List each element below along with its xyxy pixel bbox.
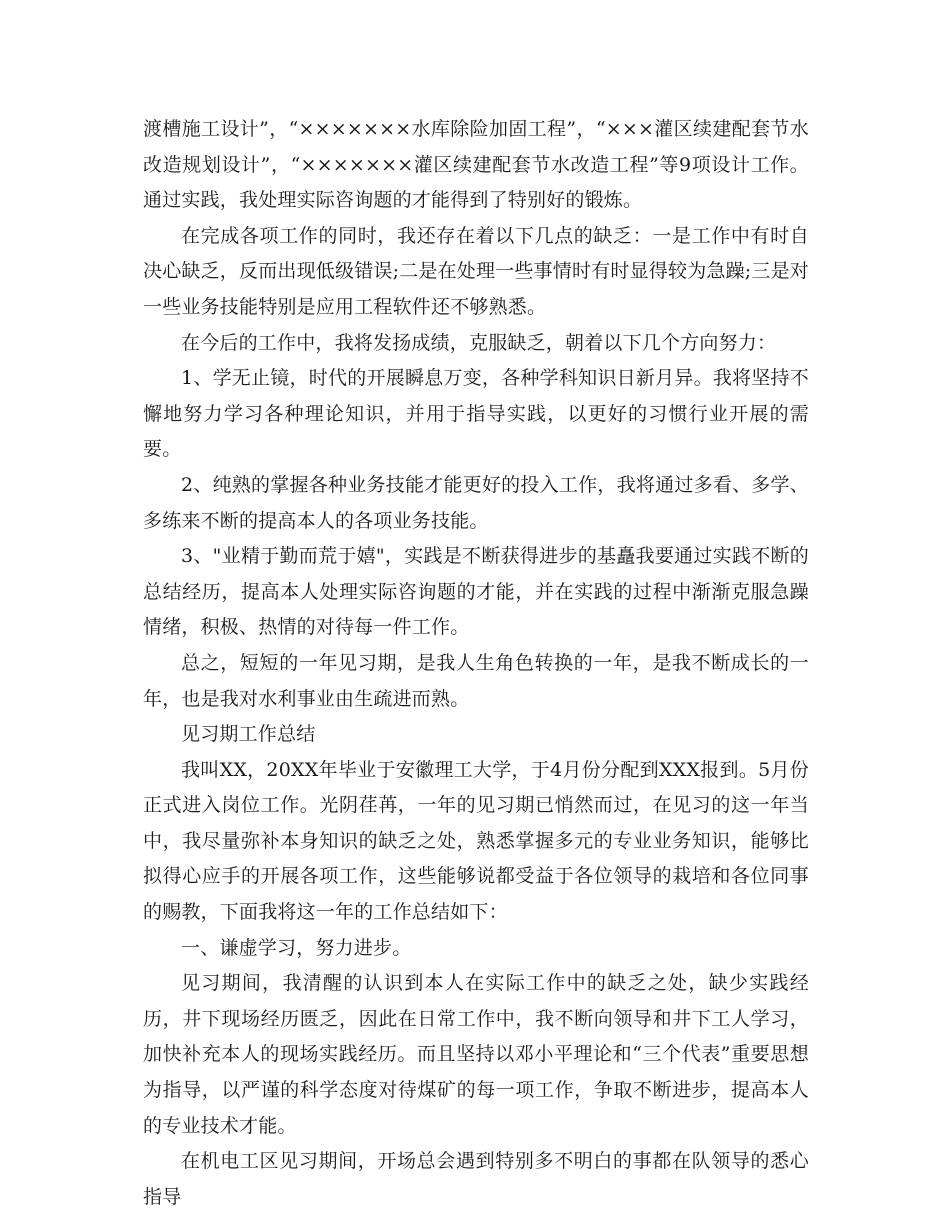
paragraph-continued-design-work: 渡槽施工设计”，“×××××××水库除险加固工程”，“×××灌区续建配套节水改造规划设计”，“×××××××灌区续建配套节水改造工程”等9项设计工作。通过实践，我处理实际咨询题的才能得到了特别好的锻炼。 [143, 118, 809, 212]
paragraph-future-direction: 在今后的工作中，我将发扬成绩，克服缺乏，朝着以下几个方向努力： [181, 331, 777, 354]
document-body [143, 112, 809, 1215]
section-title: 见习期工作总结 [181, 723, 316, 746]
paragraph-electromechanical: 在机电工区见习期间，开场总会遇到特别多不明白的事都在队领导的悉心指导 [143, 1150, 809, 1208]
paragraph-goal-2: 2、纯熟的掌握各种业务技能才能更好的投入工作，我将通过多看、多学、多练来不断的提高本人的各项业务技能。 [143, 473, 809, 532]
section-heading-1: 一、谦虚学习，努力进步。 [181, 936, 412, 959]
paragraph-shortcomings: 在完成各项工作的同时，我还存在着以下几点的缺乏：一是工作中有时自决心缺乏，反而出现低级错误;二是在处理一些事情时有时显得较为急躁;三是对一些业务技能特别是应用工程软件还不够熟悉。 [143, 224, 810, 318]
paragraph-goal-3: 3、"业精于勤而荒于嬉"，实践是不断获得进步的基矗我要通过实践不断的总结经历，提高本人处理实际咨询题的才能，并在实践的过程中渐渐克服急躁情绪，积极、热情的对待每一件工作。 [143, 545, 809, 639]
paragraph-goal-1: 1、学无止镜，时代的开展瞬息万变，各种学科知识日新月异。我将坚持不懈地努力学习各种理论知识，并用于指导实践，以更好的习惯行业开展的需要。 [143, 367, 809, 461]
paragraph-conclusion: 总之，短短的一年见习期，是我人生角色转换的一年，是我不断成长的一年，也是我对水利事业由生疏进而熟。 [143, 651, 809, 710]
paragraph-learning: 见习期间，我清醒的认识到本人在实际工作中的缺乏之处，缺少实践经历，井下现场经历匮乏，因此在日常工作中，我不断向领导和井下工人学习，加快补充本人的现场实践经历。而且坚持以邓小平理论和“三个代表”重要思想为指导，以严谨的科学态度对待煤矿的每一项工作，争取不断进步，提高本人的专业技术才能。 [143, 972, 809, 1137]
paragraph-introduction: 我叫XX，20XX年毕业于安徽理工大学，于4月份分配到XXX报到。5月份正式进入岗位工作。光阴荏苒，一年的见习期已悄然而过，在见习的这一年当中，我尽量弥补本身知识的缺乏之处，熟悉掌握多元的专业业务知识，能够比拟得心应手的开展各项工作，这些能够说都受益于各位领导的栽培和各位同事的赐教，下面我将这一年的工作总结如下： [143, 758, 809, 924]
